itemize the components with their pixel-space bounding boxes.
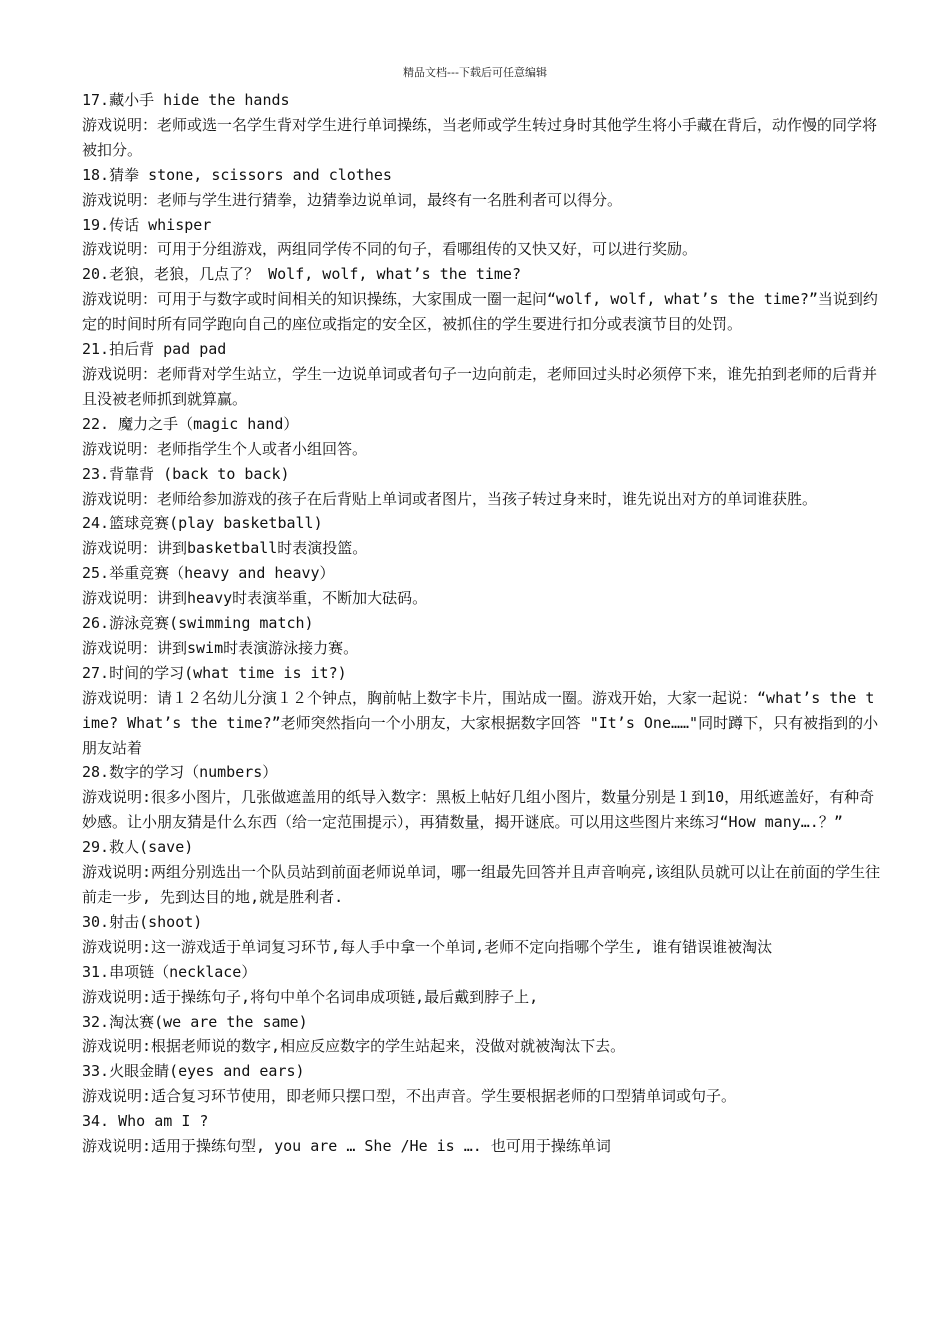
entry-title: 26.游泳竞赛(swimming match): [82, 614, 314, 633]
entry-description: 游戏说明:适合复习环节使用，即老师只摆口型，不出声音。学生要根据老师的口型猜单词或句子。: [82, 1087, 737, 1106]
entry-title: 31.串项链（necklace）: [82, 962, 257, 981]
entry-description: 游戏说明：可用于与数字或时间相关的知识操练，大家围成一圈一起问“wolf, wolf, what’s the time?”当说到约定的时间时所有同学跑向自己的座位或指定的安全区，被抓住的学生要进行扣分或表演节目的处罚。: [82, 290, 878, 334]
game-entry-21: [82, 337, 882, 412]
game-entry-19: [82, 213, 882, 263]
game-entry-31: [82, 960, 882, 1010]
page-header: 精品文档---下载后可任意编辑: [403, 66, 547, 79]
document-body: [82, 88, 882, 1159]
entry-description: 游戏说明:适用于操练句型, you are … She /He is …. 也可用于操练单词: [82, 1137, 611, 1156]
entry-description: 游戏说明：老师与学生进行猜拳，边猜拳边说单词，最终有一名胜利者可以得分。: [82, 190, 623, 209]
entry-title: 18.猜拳 stone, scissors and clothes: [82, 165, 392, 184]
game-entry-25: [82, 561, 882, 611]
game-entry-26: [82, 611, 882, 661]
game-entry-24: [82, 511, 882, 561]
game-entry-27: [82, 661, 882, 761]
entry-title: 25.举重竞赛（heavy and heavy）: [82, 564, 335, 583]
entry-description: 游戏说明：可用于分组游戏，两组同学传不同的句子，看哪组传的又快又好，可以进行奖励。: [82, 240, 698, 259]
entry-description: 游戏说明：老师给参加游戏的孩子在后背贴上单词或者图片，当孩子转过身来时，谁先说出对方的单词谁获胜。: [82, 489, 818, 508]
game-entry-23: [82, 462, 882, 512]
entry-title: 34. Who am I ?: [82, 1112, 209, 1131]
game-entry-32: [82, 1010, 882, 1060]
entry-title: 21.拍后背 pad pad: [82, 340, 227, 359]
entry-description: 游戏说明:这一游戏适于单词复习环节,每人手中拿一个单词,老师不定向指哪个学生, 谁有错误谁被淘汰: [82, 937, 773, 956]
game-entry-17: [82, 88, 882, 163]
entry-title: 17.藏小手 hide the hands: [82, 91, 290, 109]
game-entry-20: [82, 262, 882, 337]
game-entry-30: [82, 910, 882, 960]
entry-description: 游戏说明:两组分别选出一个队员站到前面老师说单词，哪一组最先回答并且声音响亮,该组队员就可以让在前面的学生往前走一步, 先到达目的地,就是胜利者.: [82, 863, 881, 906]
entry-description: 游戏说明：老师或选一名学生背对学生进行单词操练，当老师或学生转过身时其他学生将小手藏在背后，动作慢的同学将被扣分。: [82, 115, 878, 159]
game-entry-33: [82, 1059, 882, 1109]
entry-description: 游戏说明:适于操练句子,将句中单个名词串成项链,最后戴到脖子上,: [82, 987, 539, 1006]
game-entry-18: [82, 163, 882, 213]
entry-description: 游戏说明：老师背对学生站立，学生一边说单词或者句子一边向前走，老师回过头时必须停下来，谁先拍到老师的后背并且没被老师抓到就算赢。: [82, 364, 878, 408]
entry-title: 24.篮球竞赛(play basketball): [82, 514, 323, 533]
entry-title: 29.救人(save): [82, 838, 194, 857]
entry-title: 27.时间的学习(what time is it?): [82, 663, 347, 682]
game-entry-22: [82, 412, 882, 462]
game-entry-28: [82, 760, 882, 835]
game-entry-29: [82, 835, 882, 910]
entry-title: 22. 魔力之手（magic hand）: [82, 414, 299, 433]
entry-description: 游戏说明：讲到heavy时表演举重，不断加大砝码。: [82, 589, 428, 608]
entry-title: 19.传话 whisper: [82, 215, 212, 234]
entry-description: 游戏说明:根据老师说的数字,相应反应数字的学生站起来，没做对就被淘汰下去。: [82, 1037, 626, 1056]
entry-title: 23.背靠背 (back to back): [82, 464, 290, 483]
entry-title: 30.射击(shoot): [82, 912, 203, 931]
entry-description: 游戏说明：讲到basketball时表演投篮。: [82, 539, 368, 558]
entry-title: 32.淘汰赛(we are the same): [82, 1012, 308, 1031]
game-entry-34: [82, 1109, 882, 1159]
entry-title: 33.火眼金睛(eyes and ears): [82, 1062, 305, 1081]
entry-description: 游戏说明：老师指学生个人或者小组回答。: [82, 439, 368, 458]
entry-title: 28.数字的学习（numbers）: [82, 763, 278, 782]
entry-description: 游戏说明:很多小图片，几张做遮盖用的纸导入数字：黑板上帖好几组小图片，数量分别是１到10，用纸遮盖好，有种奇妙感。让小朋友猜是什么东西（给一定范围提示），再猜数量，揭开谜底。可以用这些图片来练习“How many….？”: [82, 788, 875, 832]
entry-title: 20.老狼，老狼，几点了？ Wolf, wolf, what’s the time?: [82, 265, 521, 284]
entry-description: 游戏说明：请１２名幼儿分演１２个钟点，胸前帖上数字卡片，围站成一圈。游戏开始，大家一起说：“what’s the time? What’s the time?”老师突然指向一个小朋友，大家根据数字回答 "It’s One……"同时蹲下，只有被指到的小朋友站着: [82, 688, 879, 757]
entry-description: 游戏说明：讲到swim时表演游泳接力赛。: [82, 638, 359, 657]
